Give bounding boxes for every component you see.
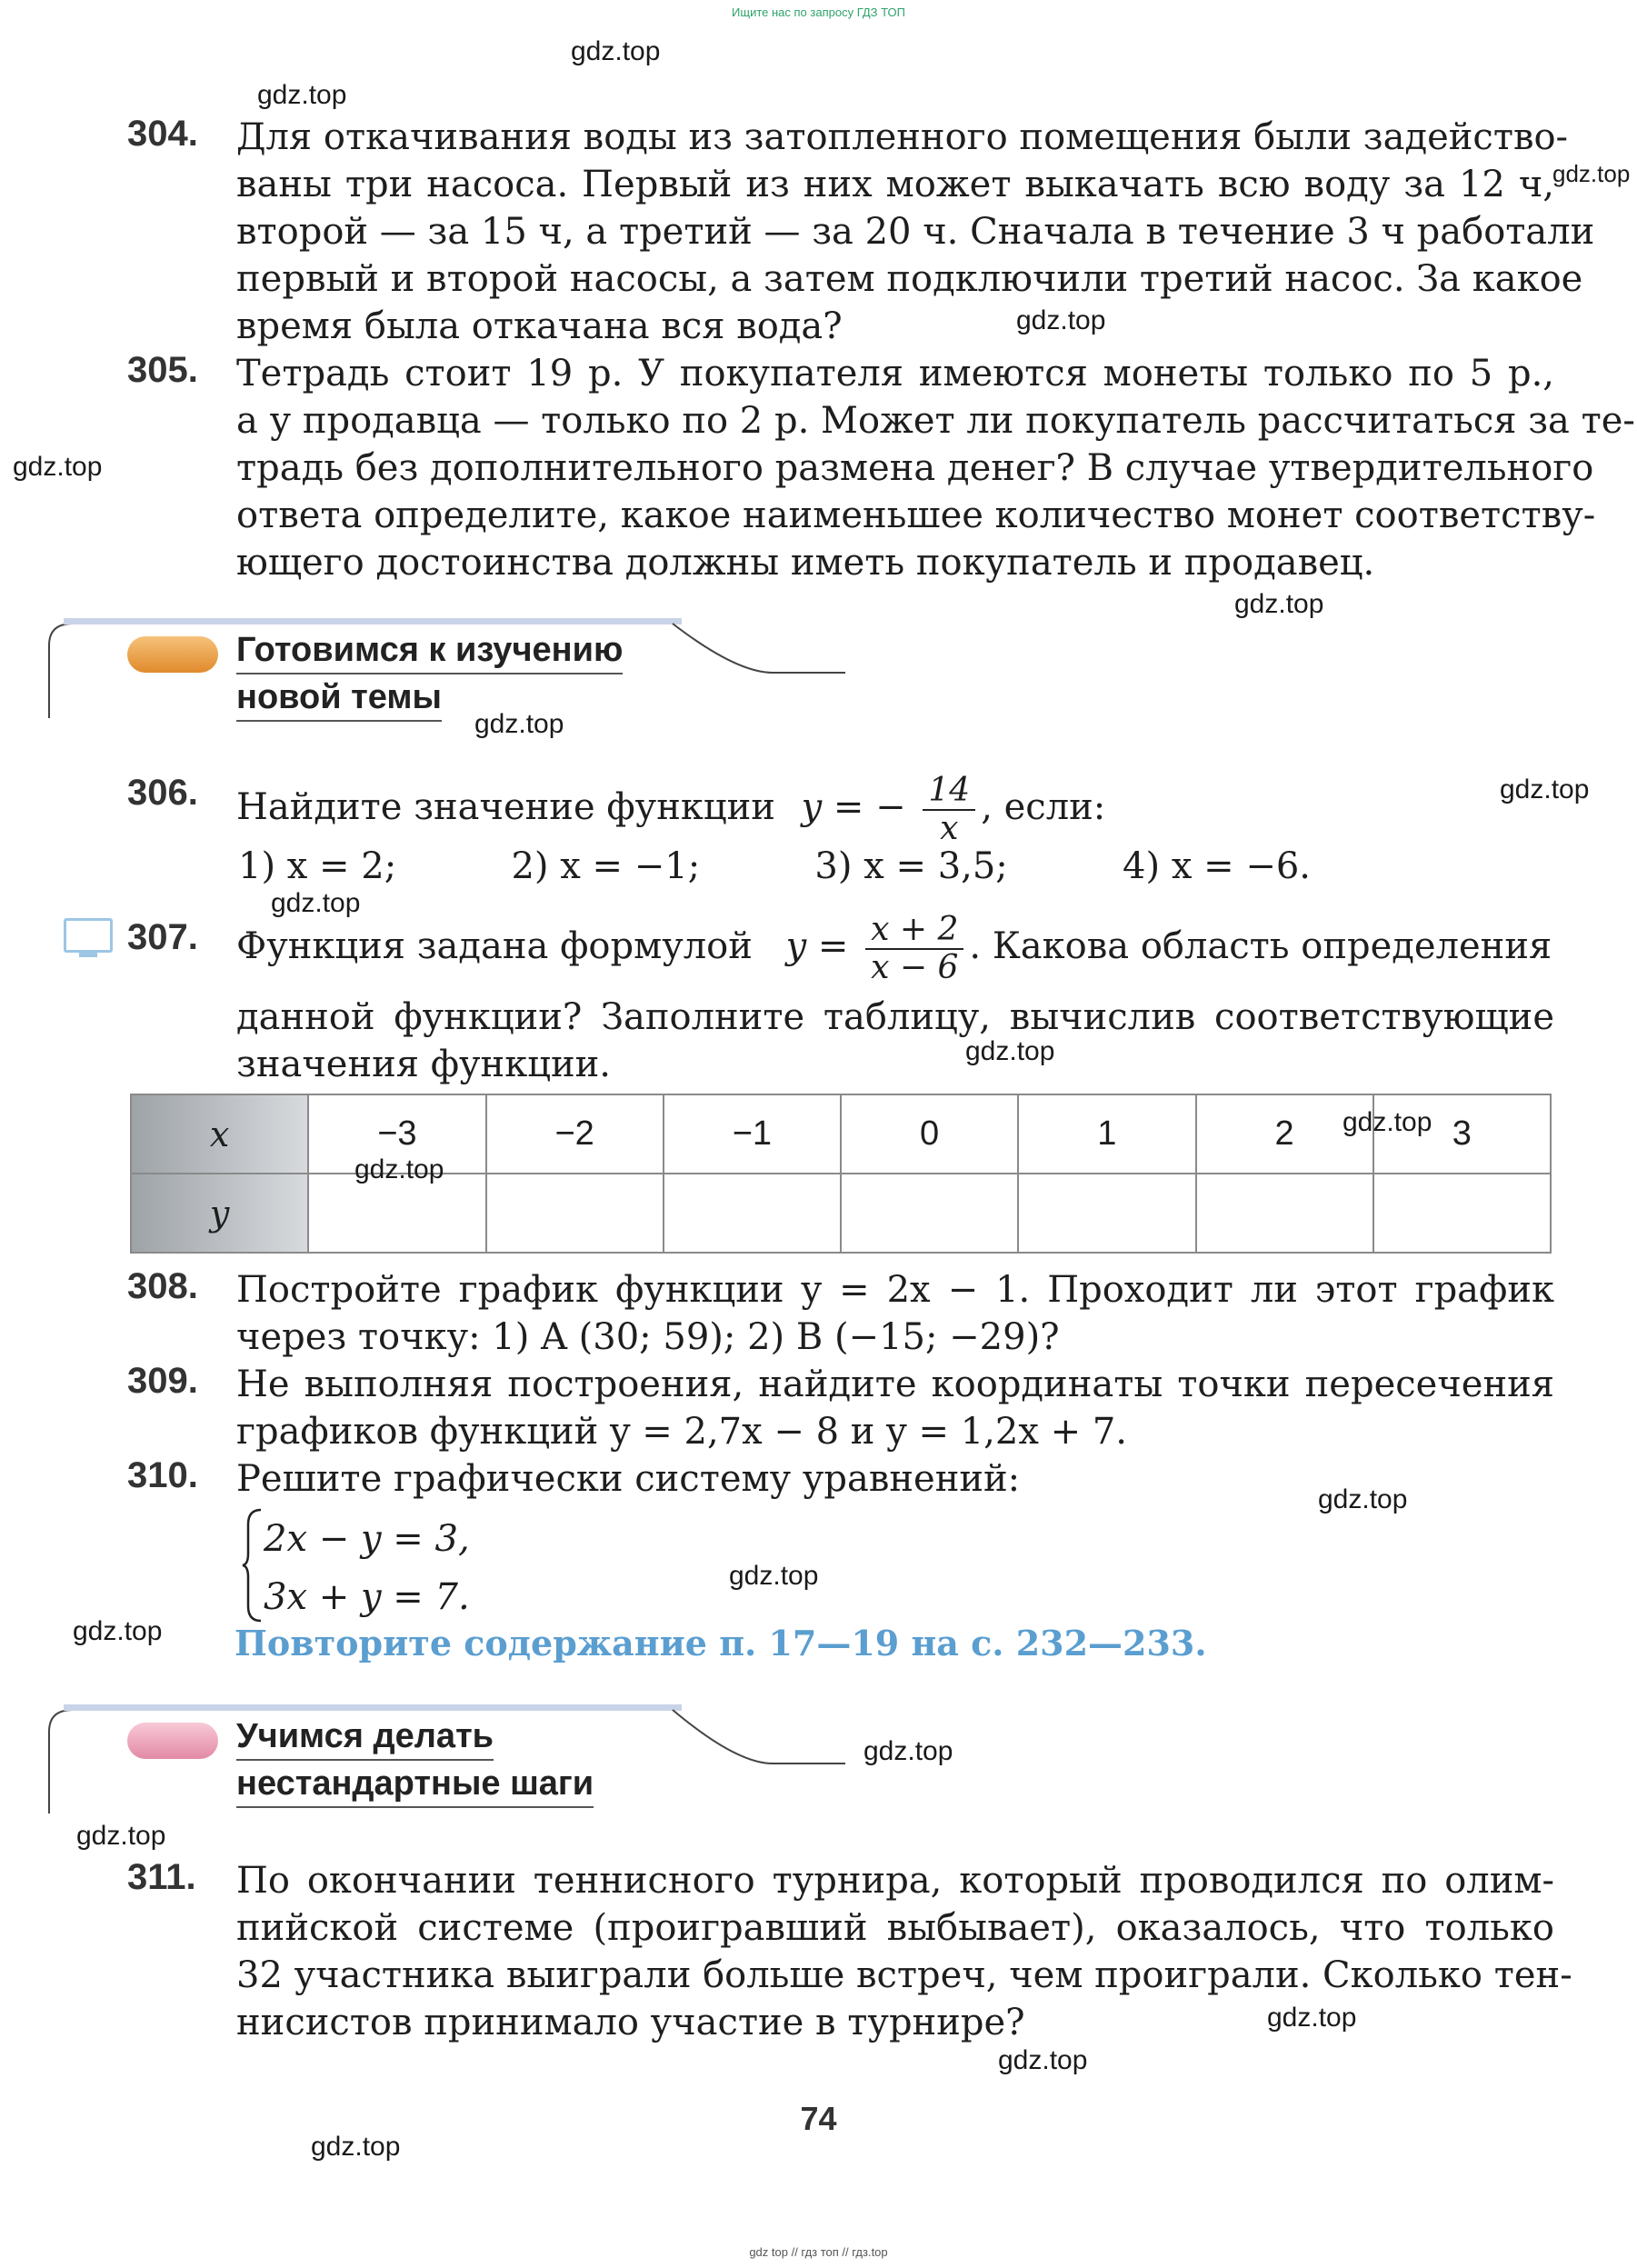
table-cell-empty[interactable]: [308, 1174, 485, 1253]
text-line: Решите графически систему уравнений:: [236, 1458, 1021, 1500]
watermark: gdz.top: [257, 80, 347, 110]
watermark: gdz.top: [73, 1616, 163, 1646]
fraction-numerator: x + 2: [865, 912, 963, 950]
table-cell: 3: [1373, 1094, 1551, 1174]
text-line: а у продавца — только по 2 р. Может ли покупатель рассчитаться за те-: [236, 400, 1635, 442]
option: 2) x = −1;: [511, 845, 701, 887]
task-number: 311.: [127, 1857, 196, 1897]
text-line: Постройте график функции y = 2x − 1. Проходит ли этот график: [236, 1269, 1554, 1311]
equation-system: [264, 1510, 470, 1626]
watermark: gdz.top: [311, 2132, 401, 2162]
fraction-numerator: 14: [923, 773, 975, 811]
watermark: gdz.top: [1318, 1484, 1408, 1514]
task-number: 304.: [127, 114, 198, 154]
table-cell-empty[interactable]: [1196, 1174, 1373, 1253]
fraction-denominator: x: [940, 810, 959, 847]
watermark: gdz.top: [474, 709, 564, 739]
watermark: gdz.top: [13, 452, 103, 482]
task-text: [236, 912, 1554, 986]
watermark: gdz.top: [863, 1736, 953, 1766]
system-brace: [241, 1506, 265, 1624]
task-text: [236, 1266, 1554, 1361]
text-line: данной функции? Заполните таблицу, вычислив соответствующие: [236, 996, 1554, 1038]
watermark: gdz.top: [76, 1821, 166, 1851]
task-number: 309.: [127, 1361, 198, 1401]
watermark: gdz.top: [1234, 589, 1324, 619]
watermark: gdz.top: [571, 36, 661, 66]
table-cell-empty[interactable]: [841, 1174, 1018, 1253]
table-cell-empty[interactable]: [486, 1174, 664, 1253]
values-table: [130, 1094, 1552, 1254]
text-line: значения функции.: [236, 1044, 611, 1085]
watermark: gdz.top: [1552, 160, 1631, 187]
text-tail: , если:: [981, 786, 1106, 828]
table-row: [131, 1094, 1551, 1174]
text-tail: . Какова область определения: [969, 925, 1552, 967]
fraction: [865, 912, 963, 986]
task-text: [236, 773, 1554, 847]
table-cell: −2: [486, 1094, 664, 1174]
text-line: нисистов принимало участие в турнире?: [236, 2002, 1025, 2043]
text-line: первый и второй насосы, а затем подключили третий насос. За какое: [236, 258, 1583, 300]
text-line: По окончании теннисного турнира, который проводился по олим-: [236, 1860, 1554, 1902]
table-header-x: x: [131, 1094, 308, 1174]
watermark: gdz.top: [729, 1561, 819, 1591]
table-cell-empty[interactable]: [664, 1174, 841, 1253]
page-number: 74: [800, 2100, 837, 2137]
table-header-y: y: [131, 1174, 308, 1253]
text-line: ваны три насоса. Первый из них может выкачать всю воду за 12 ч,: [236, 164, 1554, 205]
text-line: традь без дополнительного размена денег? В случае утвердительного: [236, 447, 1594, 489]
formula: y =: [785, 925, 849, 967]
task-text: [236, 1361, 1554, 1455]
text-line: время была откачана вся вода?: [236, 305, 843, 347]
task-number: 306.: [127, 773, 198, 813]
section-title: [236, 1713, 594, 1808]
watermark: gdz.top: [271, 888, 361, 918]
section-nonstandard-steps: [45, 1704, 863, 1832]
table-cell: 2: [1196, 1094, 1373, 1174]
section-title-line: Учимся делать: [236, 1713, 494, 1761]
text-line: 32 участника выиграли больше встреч, чем проиграли. Сколько тен-: [236, 1954, 1572, 1996]
text-line: Не выполняя построения, найдите координаты точки пересечения: [236, 1364, 1554, 1405]
text-line: пийской системе (проигравший выбывает), оказалось, что только: [236, 1907, 1554, 1949]
table-cell: −3: [308, 1094, 485, 1174]
task-306-options: [238, 845, 1311, 887]
fraction: [923, 773, 975, 847]
section-title-line: Готовимся к изучению: [236, 627, 623, 674]
formula: y = −: [801, 786, 906, 828]
table-cell: −1: [664, 1094, 841, 1174]
option: 3) x = 3,5;: [814, 845, 1008, 887]
text-line: графиков функций y = 2,7x − 8 и y = 1,2x + 7.: [236, 1411, 1127, 1453]
text-line: Найдите значение функции: [236, 786, 775, 828]
monitor-icon: [64, 918, 113, 953]
text-line: через точку: 1) A (30; 59); 2) B (−15; −29)?: [236, 1316, 1060, 1358]
equation: 3x + y = 7.: [264, 1576, 470, 1618]
watermark: gdz.top: [965, 1036, 1055, 1066]
table-cell-empty[interactable]: [1018, 1174, 1195, 1253]
section-title-line: новой темы: [236, 674, 442, 722]
text-line: ответа определите, какое наименьшее количество монет соответству-: [236, 495, 1596, 536]
table-cell-empty[interactable]: [1373, 1174, 1551, 1253]
option: 4) x = −6.: [1123, 845, 1311, 887]
task-number: 308.: [127, 1266, 198, 1306]
table-row: [131, 1174, 1551, 1253]
section-title: [236, 627, 623, 722]
section-title-line: нестандартные шаги: [236, 1761, 594, 1808]
watermark: gdz.top: [354, 1154, 444, 1184]
text-line: Функция задана формулой: [236, 925, 753, 967]
task-number: 307.: [127, 917, 198, 957]
watermark: gdz.top: [1267, 2003, 1357, 2033]
text-line: Тетрадь стоит 19 р. У покупателя имеются монеты только по 5 р.,: [236, 353, 1554, 395]
table-cell: 1: [1018, 1094, 1195, 1174]
task-text: [236, 1857, 1572, 2046]
watermark: gdz.top: [998, 2045, 1088, 2075]
watermark: gdz.top: [1500, 774, 1590, 804]
text-line: Для откачивания воды из затопленного помещения были задейство-: [236, 116, 1569, 158]
review-reference: Повторите содержание п. 17—19 на с. 232—233.: [235, 1623, 1207, 1664]
task-text: [236, 350, 1635, 586]
fraction-denominator: x − 6: [871, 949, 959, 986]
section-pill-icon: [127, 1723, 218, 1759]
footer-note: gdz top // гдз топ // гдз.top: [749, 2245, 888, 2259]
equation: 2x − y = 3,: [264, 1518, 470, 1560]
task-text-continued: [236, 994, 1554, 1088]
option: 1) x = 2;: [238, 845, 397, 887]
watermark: gdz.top: [1343, 1107, 1432, 1137]
text-line: второй — за 15 ч, а третий — за 20 ч. Сначала в течение 3 ч работали: [236, 211, 1595, 253]
watermark: gdz.top: [1016, 305, 1106, 335]
task-number: 310.: [127, 1455, 198, 1495]
section-pill-icon: [127, 636, 218, 673]
table-cell: 0: [841, 1094, 1018, 1174]
section-prepare-new-topic: [45, 618, 863, 745]
task-number: 305.: [127, 350, 198, 390]
text-line: ющего достоинства должны иметь покупатель и продавец.: [236, 542, 1375, 584]
header-note: Ищите нас по запросу ГДЗ ТОП: [732, 5, 905, 19]
